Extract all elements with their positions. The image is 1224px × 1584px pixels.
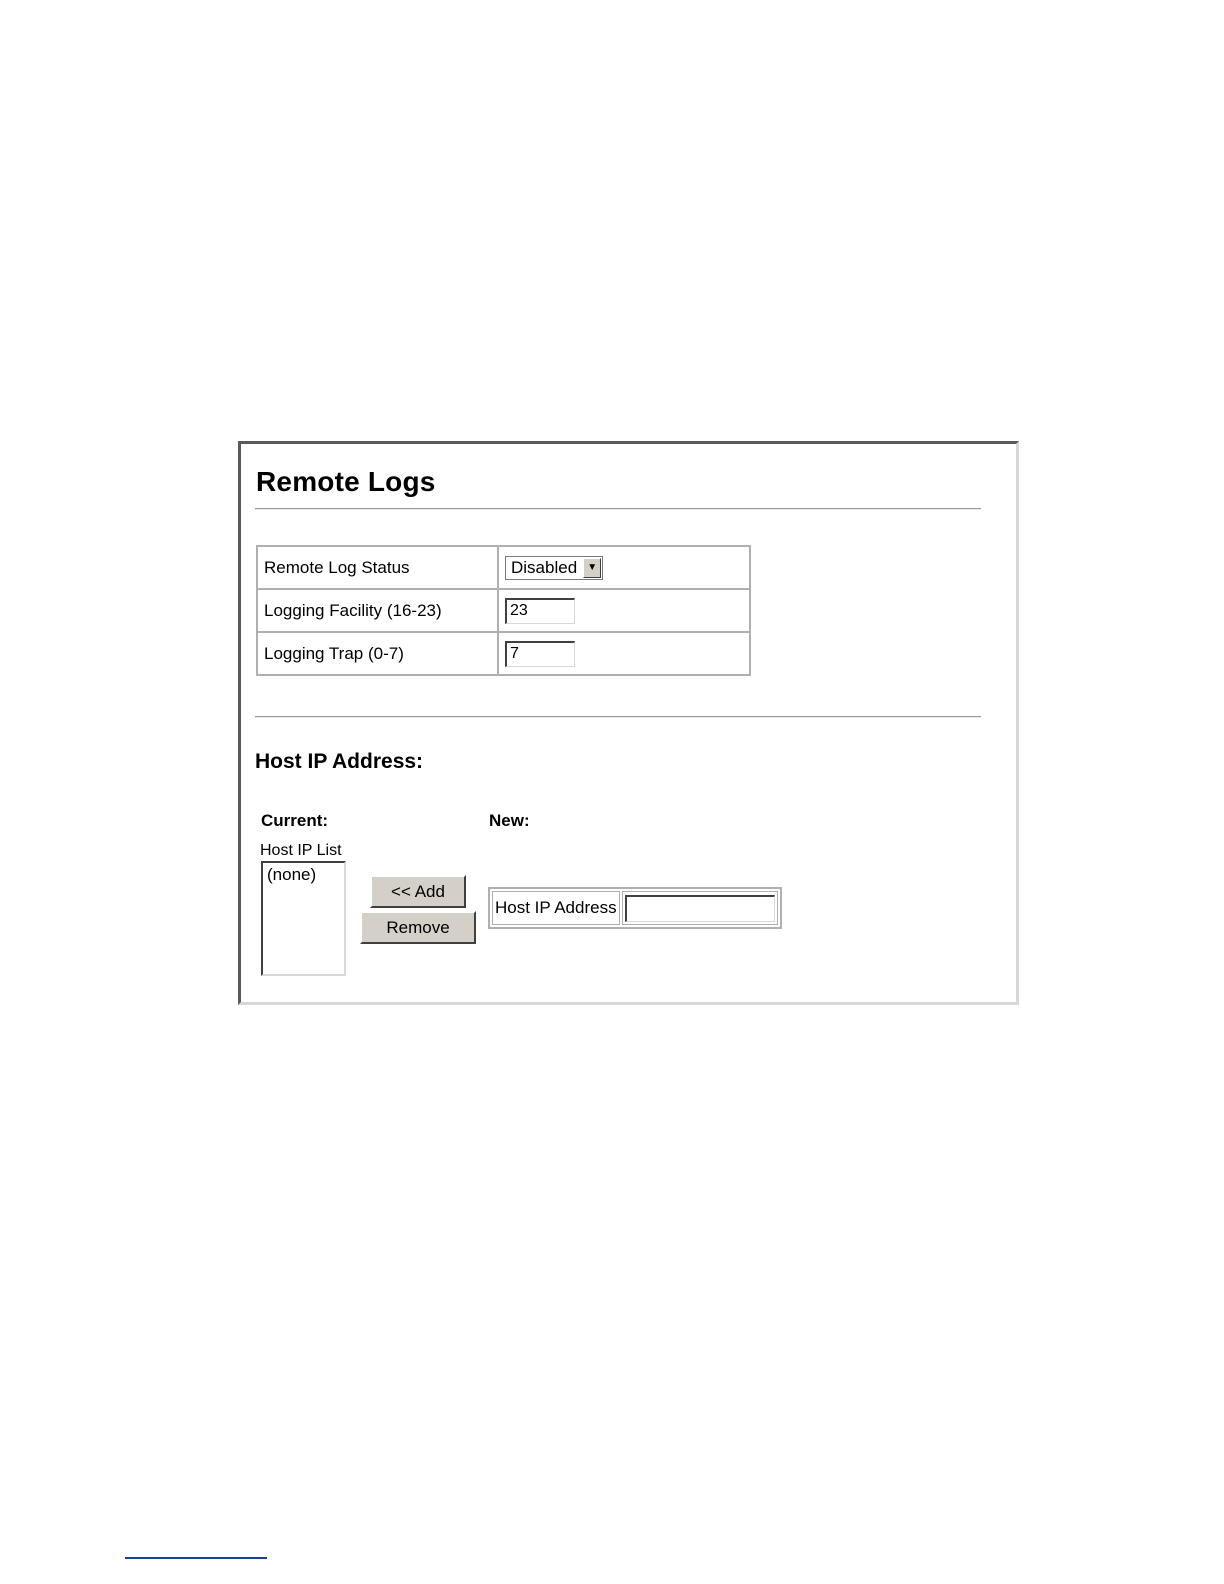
table-row xyxy=(257,546,750,589)
host-ip-listbox[interactable] xyxy=(261,861,346,976)
list-item[interactable]: (none) xyxy=(267,865,317,884)
logging-trap-input[interactable] xyxy=(505,641,575,667)
logging-facility-label: Logging Facility (16-23) xyxy=(257,589,498,632)
page-title: Remote Logs xyxy=(256,466,436,497)
remote-log-status-value: Disabled xyxy=(511,557,578,577)
add-button[interactable]: << Add xyxy=(370,875,466,908)
host-ip-address-label: Host IP Address xyxy=(492,891,620,925)
section-divider xyxy=(255,716,981,718)
new-host-ip-table xyxy=(488,887,782,929)
table-row xyxy=(257,632,750,675)
table-row xyxy=(492,891,778,925)
footer-rule xyxy=(125,1557,267,1559)
host-ip-address-input[interactable] xyxy=(625,895,775,922)
host-ip-section-title: Host IP Address: xyxy=(255,750,424,773)
remote-logs-panel xyxy=(238,441,1019,1005)
title-divider xyxy=(255,508,981,510)
remote-log-status-select[interactable] xyxy=(505,556,603,580)
host-ip-list-label: Host IP List xyxy=(260,842,342,859)
remote-log-status-label: Remote Log Status xyxy=(257,546,498,589)
chevron-down-icon[interactable]: ▼ xyxy=(583,558,601,578)
table-row xyxy=(257,589,750,632)
logging-trap-label: Logging Trap (0-7) xyxy=(257,632,498,675)
current-label: Current: xyxy=(261,811,329,830)
remove-button[interactable]: Remove xyxy=(360,911,476,944)
remote-log-settings-table xyxy=(256,545,751,676)
new-label: New: xyxy=(489,811,530,830)
logging-facility-input[interactable] xyxy=(505,598,575,624)
